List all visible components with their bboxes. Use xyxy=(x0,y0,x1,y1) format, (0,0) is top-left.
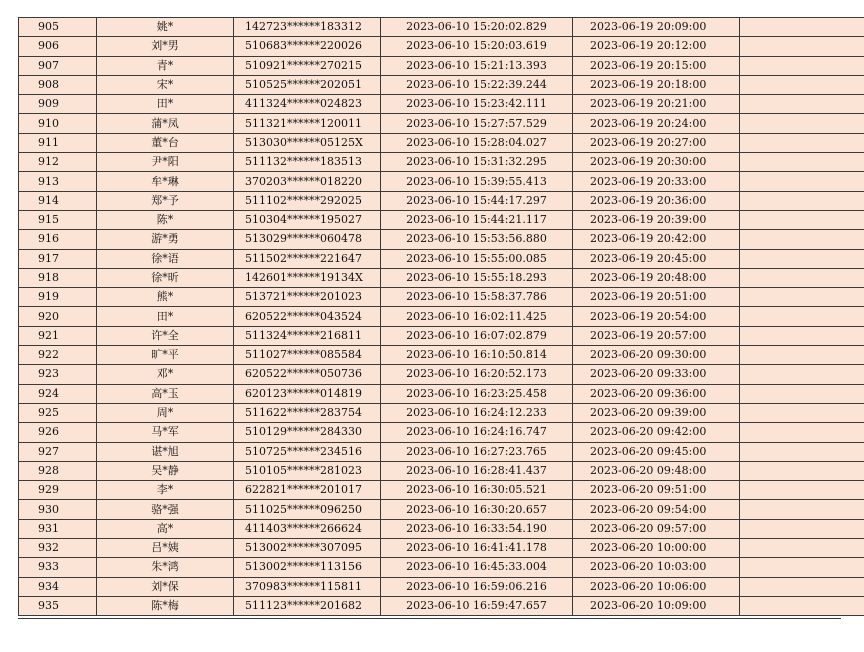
id-number-cell: 511025******096250 xyxy=(234,500,381,519)
table-row xyxy=(19,191,864,210)
table-row xyxy=(19,442,864,461)
note-cell xyxy=(740,230,864,249)
start-time-cell: 2023-06-10 15:27:57.529 xyxy=(381,114,573,133)
name-cell: 徐*昕 xyxy=(97,268,234,287)
end-time-cell: 2023-06-20 09:33:00 xyxy=(573,365,740,384)
id-number-cell: 511324******216811 xyxy=(234,326,381,345)
note-cell xyxy=(740,172,864,191)
row-number-cell: 925 xyxy=(19,403,97,422)
name-cell: 马*军 xyxy=(97,423,234,442)
table-row xyxy=(19,18,864,37)
table-row xyxy=(19,153,864,172)
end-time-cell: 2023-06-20 10:00:00 xyxy=(573,539,740,558)
name-cell: 田* xyxy=(97,95,234,114)
note-cell xyxy=(740,114,864,133)
note-cell xyxy=(740,75,864,94)
records-table-body xyxy=(19,18,864,616)
start-time-cell: 2023-06-10 15:31:32.295 xyxy=(381,153,573,172)
note-cell xyxy=(740,18,864,37)
row-number-cell: 930 xyxy=(19,500,97,519)
note-cell xyxy=(740,95,864,114)
end-time-cell: 2023-06-19 20:21:00 xyxy=(573,95,740,114)
name-cell: 许*全 xyxy=(97,326,234,345)
id-number-cell: 510304******195027 xyxy=(234,210,381,229)
note-cell xyxy=(740,423,864,442)
end-time-cell: 2023-06-20 09:45:00 xyxy=(573,442,740,461)
row-number-cell: 916 xyxy=(19,230,97,249)
name-cell: 旷*平 xyxy=(97,346,234,365)
id-number-cell: 513030******05125X xyxy=(234,133,381,152)
row-number-cell: 923 xyxy=(19,365,97,384)
name-cell: 青* xyxy=(97,56,234,75)
start-time-cell: 2023-06-10 15:55:18.293 xyxy=(381,268,573,287)
table-row xyxy=(19,481,864,500)
row-number-cell: 931 xyxy=(19,519,97,538)
table-row xyxy=(19,365,864,384)
name-cell: 高*玉 xyxy=(97,384,234,403)
note-cell xyxy=(740,288,864,307)
table-row xyxy=(19,210,864,229)
end-time-cell: 2023-06-19 20:27:00 xyxy=(573,133,740,152)
end-time-cell: 2023-06-19 20:51:00 xyxy=(573,288,740,307)
note-cell xyxy=(740,326,864,345)
table-row xyxy=(19,596,864,615)
note-cell xyxy=(740,191,864,210)
note-cell xyxy=(740,365,864,384)
table-row xyxy=(19,423,864,442)
row-number-cell: 920 xyxy=(19,307,97,326)
id-number-cell: 513002******113156 xyxy=(234,558,381,577)
id-number-cell: 510129******284330 xyxy=(234,423,381,442)
id-number-cell: 620123******014819 xyxy=(234,384,381,403)
row-number-cell: 914 xyxy=(19,191,97,210)
table-row xyxy=(19,56,864,75)
table-row xyxy=(19,133,864,152)
id-number-cell: 620522******043524 xyxy=(234,307,381,326)
id-number-cell: 510921******270215 xyxy=(234,56,381,75)
name-cell: 郑*予 xyxy=(97,191,234,210)
start-time-cell: 2023-06-10 16:20:52.173 xyxy=(381,365,573,384)
id-number-cell: 511123******201682 xyxy=(234,596,381,615)
id-number-cell: 511027******085584 xyxy=(234,346,381,365)
table-row xyxy=(19,268,864,287)
table-row xyxy=(19,307,864,326)
start-time-cell: 2023-06-10 16:30:05.521 xyxy=(381,481,573,500)
name-cell: 徐*语 xyxy=(97,249,234,268)
note-cell xyxy=(740,249,864,268)
start-time-cell: 2023-06-10 16:07:02.879 xyxy=(381,326,573,345)
start-time-cell: 2023-06-10 15:39:55.413 xyxy=(381,172,573,191)
end-time-cell: 2023-06-20 09:30:00 xyxy=(573,346,740,365)
name-cell: 董*台 xyxy=(97,133,234,152)
note-cell xyxy=(740,519,864,538)
id-number-cell: 370203******018220 xyxy=(234,172,381,191)
start-time-cell: 2023-06-10 16:27:23.765 xyxy=(381,442,573,461)
end-time-cell: 2023-06-19 20:24:00 xyxy=(573,114,740,133)
id-number-cell: 511321******120011 xyxy=(234,114,381,133)
name-cell: 蒲*凤 xyxy=(97,114,234,133)
start-time-cell: 2023-06-10 16:33:54.190 xyxy=(381,519,573,538)
id-number-cell: 513029******060478 xyxy=(234,230,381,249)
start-time-cell: 2023-06-10 15:21:13.393 xyxy=(381,56,573,75)
start-time-cell: 2023-06-10 16:41:41.178 xyxy=(381,539,573,558)
id-number-cell: 513002******307095 xyxy=(234,539,381,558)
start-time-cell: 2023-06-10 15:22:39.244 xyxy=(381,75,573,94)
start-time-cell: 2023-06-10 16:30:20.657 xyxy=(381,500,573,519)
end-time-cell: 2023-06-19 20:57:00 xyxy=(573,326,740,345)
end-time-cell: 2023-06-20 09:51:00 xyxy=(573,481,740,500)
note-cell xyxy=(740,481,864,500)
row-number-cell: 915 xyxy=(19,210,97,229)
note-cell xyxy=(740,558,864,577)
table-row xyxy=(19,114,864,133)
start-time-cell: 2023-06-10 15:58:37.786 xyxy=(381,288,573,307)
table-row xyxy=(19,403,864,422)
name-cell: 周* xyxy=(97,403,234,422)
start-time-cell: 2023-06-10 15:20:02.829 xyxy=(381,18,573,37)
start-time-cell: 2023-06-10 15:44:21.117 xyxy=(381,210,573,229)
name-cell: 朱*鸿 xyxy=(97,558,234,577)
start-time-cell: 2023-06-10 16:24:12.233 xyxy=(381,403,573,422)
row-number-cell: 918 xyxy=(19,268,97,287)
table-row xyxy=(19,384,864,403)
id-number-cell: 510105******281023 xyxy=(234,461,381,480)
row-number-cell: 932 xyxy=(19,539,97,558)
start-time-cell: 2023-06-10 16:59:47.657 xyxy=(381,596,573,615)
name-cell: 熊* xyxy=(97,288,234,307)
table-row xyxy=(19,75,864,94)
row-number-cell: 909 xyxy=(19,95,97,114)
table-row xyxy=(19,500,864,519)
id-number-cell: 411324******024823 xyxy=(234,95,381,114)
start-time-cell: 2023-06-10 15:20:03.619 xyxy=(381,37,573,56)
start-time-cell: 2023-06-10 15:55:00.085 xyxy=(381,249,573,268)
name-cell: 牟*琳 xyxy=(97,172,234,191)
id-number-cell: 620522******050736 xyxy=(234,365,381,384)
row-number-cell: 913 xyxy=(19,172,97,191)
id-number-cell: 511102******292025 xyxy=(234,191,381,210)
row-number-cell: 919 xyxy=(19,288,97,307)
note-cell xyxy=(740,577,864,596)
row-number-cell: 911 xyxy=(19,133,97,152)
note-cell xyxy=(740,500,864,519)
table-row xyxy=(19,288,864,307)
note-cell xyxy=(740,403,864,422)
note-cell xyxy=(740,442,864,461)
note-cell xyxy=(740,210,864,229)
end-time-cell: 2023-06-20 09:48:00 xyxy=(573,461,740,480)
end-time-cell: 2023-06-20 09:42:00 xyxy=(573,423,740,442)
end-time-cell: 2023-06-20 10:09:00 xyxy=(573,596,740,615)
end-time-cell: 2023-06-19 20:39:00 xyxy=(573,210,740,229)
table-row xyxy=(19,249,864,268)
start-time-cell: 2023-06-10 16:28:41.437 xyxy=(381,461,573,480)
id-number-cell: 622821******201017 xyxy=(234,481,381,500)
end-time-cell: 2023-06-19 20:09:00 xyxy=(573,18,740,37)
table-row xyxy=(19,172,864,191)
row-number-cell: 934 xyxy=(19,577,97,596)
table-row xyxy=(19,539,864,558)
id-number-cell: 510683******220026 xyxy=(234,37,381,56)
row-number-cell: 906 xyxy=(19,37,97,56)
note-cell xyxy=(740,153,864,172)
name-cell: 姚* xyxy=(97,18,234,37)
start-time-cell: 2023-06-10 15:23:42.111 xyxy=(381,95,573,114)
row-number-cell: 935 xyxy=(19,596,97,615)
end-time-cell: 2023-06-19 20:42:00 xyxy=(573,230,740,249)
row-number-cell: 933 xyxy=(19,558,97,577)
row-number-cell: 907 xyxy=(19,56,97,75)
start-time-cell: 2023-06-10 16:10:50.814 xyxy=(381,346,573,365)
note-cell xyxy=(740,133,864,152)
row-number-cell: 921 xyxy=(19,326,97,345)
table-row xyxy=(19,461,864,480)
row-number-cell: 928 xyxy=(19,461,97,480)
id-number-cell: 511502******221647 xyxy=(234,249,381,268)
table-row xyxy=(19,326,864,345)
id-number-cell: 511132******183513 xyxy=(234,153,381,172)
id-number-cell: 411403******266624 xyxy=(234,519,381,538)
end-time-cell: 2023-06-20 09:39:00 xyxy=(573,403,740,422)
name-cell: 刘*男 xyxy=(97,37,234,56)
id-number-cell: 370983******115811 xyxy=(234,577,381,596)
name-cell: 陈* xyxy=(97,210,234,229)
table-row xyxy=(19,519,864,538)
spreadsheet-page xyxy=(18,17,864,616)
id-number-cell: 511622******283754 xyxy=(234,403,381,422)
end-time-cell: 2023-06-19 20:54:00 xyxy=(573,307,740,326)
end-time-cell: 2023-06-20 10:03:00 xyxy=(573,558,740,577)
table-row xyxy=(19,558,864,577)
end-time-cell: 2023-06-20 09:36:00 xyxy=(573,384,740,403)
end-time-cell: 2023-06-19 20:45:00 xyxy=(573,249,740,268)
table-row xyxy=(19,346,864,365)
note-cell xyxy=(740,384,864,403)
start-time-cell: 2023-06-10 15:53:56.880 xyxy=(381,230,573,249)
note-cell xyxy=(740,461,864,480)
row-number-cell: 927 xyxy=(19,442,97,461)
end-time-cell: 2023-06-19 20:48:00 xyxy=(573,268,740,287)
table-row xyxy=(19,95,864,114)
note-cell xyxy=(740,268,864,287)
table-row xyxy=(19,577,864,596)
start-time-cell: 2023-06-10 16:02:11.425 xyxy=(381,307,573,326)
row-number-cell: 922 xyxy=(19,346,97,365)
end-time-cell: 2023-06-19 20:36:00 xyxy=(573,191,740,210)
note-cell xyxy=(740,539,864,558)
id-number-cell: 142601******19134X xyxy=(234,268,381,287)
row-number-cell: 910 xyxy=(19,114,97,133)
start-time-cell: 2023-06-10 16:59:06.216 xyxy=(381,577,573,596)
name-cell: 李* xyxy=(97,481,234,500)
end-time-cell: 2023-06-19 20:33:00 xyxy=(573,172,740,191)
end-time-cell: 2023-06-19 20:12:00 xyxy=(573,37,740,56)
note-cell xyxy=(740,307,864,326)
row-number-cell: 917 xyxy=(19,249,97,268)
end-time-cell: 2023-06-19 20:15:00 xyxy=(573,56,740,75)
row-number-cell: 912 xyxy=(19,153,97,172)
page-bottom-rule xyxy=(18,618,841,619)
name-cell: 吕*姨 xyxy=(97,539,234,558)
name-cell: 邓* xyxy=(97,365,234,384)
start-time-cell: 2023-06-10 15:28:04.027 xyxy=(381,133,573,152)
name-cell: 谌*旭 xyxy=(97,442,234,461)
start-time-cell: 2023-06-10 16:24:16.747 xyxy=(381,423,573,442)
row-number-cell: 924 xyxy=(19,384,97,403)
end-time-cell: 2023-06-19 20:18:00 xyxy=(573,75,740,94)
name-cell: 陈*梅 xyxy=(97,596,234,615)
start-time-cell: 2023-06-10 16:23:25.458 xyxy=(381,384,573,403)
note-cell xyxy=(740,596,864,615)
name-cell: 尹*阳 xyxy=(97,153,234,172)
start-time-cell: 2023-06-10 16:45:33.004 xyxy=(381,558,573,577)
end-time-cell: 2023-06-19 20:30:00 xyxy=(573,153,740,172)
row-number-cell: 929 xyxy=(19,481,97,500)
end-time-cell: 2023-06-20 09:57:00 xyxy=(573,519,740,538)
row-number-cell: 905 xyxy=(19,18,97,37)
note-cell xyxy=(740,346,864,365)
name-cell: 宋* xyxy=(97,75,234,94)
row-number-cell: 926 xyxy=(19,423,97,442)
name-cell: 高* xyxy=(97,519,234,538)
name-cell: 田* xyxy=(97,307,234,326)
table-row xyxy=(19,37,864,56)
records-table xyxy=(18,17,864,616)
id-number-cell: 510525******202051 xyxy=(234,75,381,94)
start-time-cell: 2023-06-10 15:44:17.297 xyxy=(381,191,573,210)
end-time-cell: 2023-06-20 09:54:00 xyxy=(573,500,740,519)
id-number-cell: 142723******183312 xyxy=(234,18,381,37)
row-number-cell: 908 xyxy=(19,75,97,94)
note-cell xyxy=(740,37,864,56)
id-number-cell: 510725******234516 xyxy=(234,442,381,461)
name-cell: 游*勇 xyxy=(97,230,234,249)
name-cell: 吴*静 xyxy=(97,461,234,480)
note-cell xyxy=(740,56,864,75)
table-row xyxy=(19,230,864,249)
name-cell: 刘*保 xyxy=(97,577,234,596)
end-time-cell: 2023-06-20 10:06:00 xyxy=(573,577,740,596)
name-cell: 骆*强 xyxy=(97,500,234,519)
id-number-cell: 513721******201023 xyxy=(234,288,381,307)
